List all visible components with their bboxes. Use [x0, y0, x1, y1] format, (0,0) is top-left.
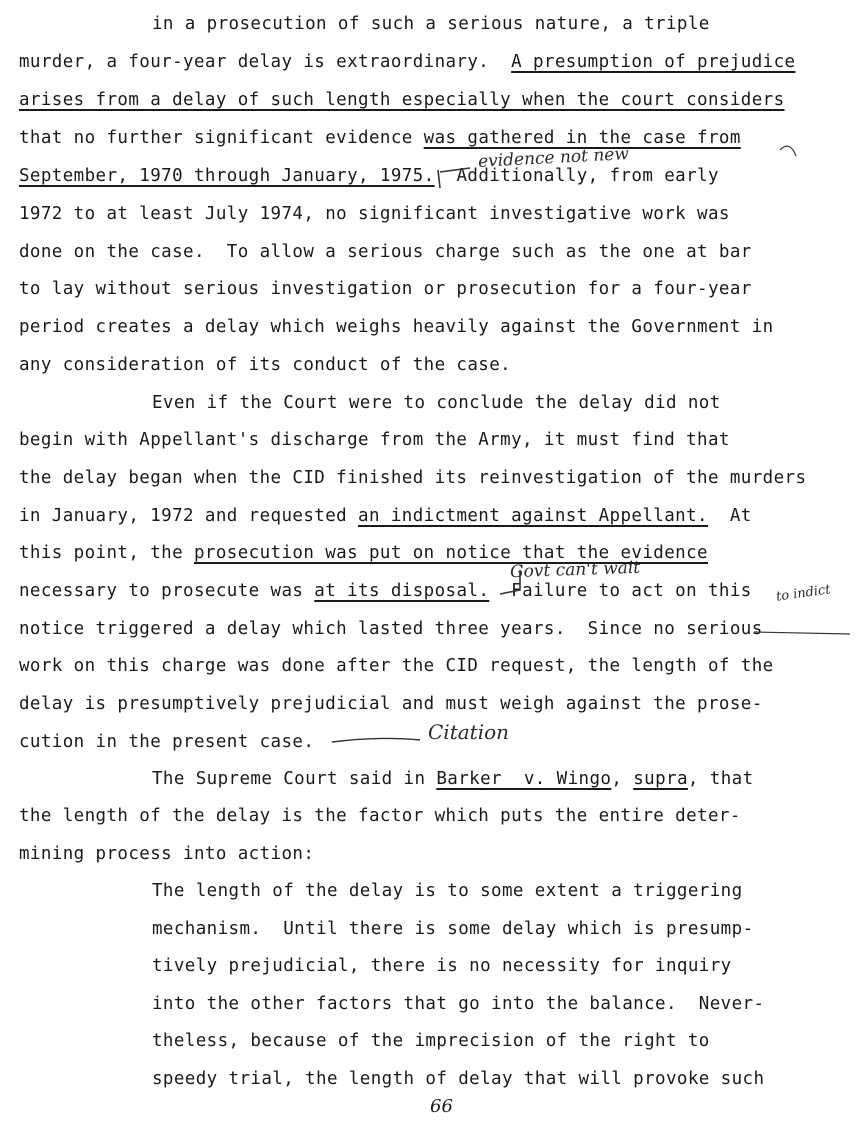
text-span: Failure to act on this	[489, 581, 752, 601]
text-line: to lay without serious investigation or prosecution for a four-year	[19, 279, 752, 299]
underlined-text-line	[19, 130, 741, 148]
text-line: in a prosecution of such a serious nature, a triple	[152, 14, 710, 34]
text-span: in January, 1972 and requested	[19, 506, 359, 526]
text-line	[19, 168, 719, 186]
quote-line: into the other factors that go into the balance. Never-	[152, 994, 765, 1014]
text-line: delay is presumptively prejudicial and must weigh against the prose-	[19, 694, 763, 714]
annotation-stroke	[332, 738, 420, 742]
text-line: any consideration of its conduct of the case.	[19, 355, 512, 375]
quote-line: The length of the delay is to some extent a triggering	[152, 881, 743, 901]
underlined-text: A presumption of prejudice	[511, 52, 796, 72]
text-line: Even if the Court were to conclude the delay did not	[152, 393, 721, 413]
supra-citation: supra	[633, 769, 688, 789]
quote-line: theless, because of the imprecision of the right to	[152, 1031, 710, 1051]
text-line: 1972 to at least July 1974, no significant investigative work was	[19, 204, 730, 224]
text-span: ,	[611, 769, 634, 789]
page-number: 66	[430, 1096, 453, 1117]
handwritten-note: evidence not new	[477, 144, 630, 172]
handwritten-note: to indict	[775, 582, 832, 605]
text-span: this point, the	[19, 543, 194, 563]
case-citation: Barker v. Wingo	[436, 769, 612, 789]
handwritten-note: Govt can't wait	[509, 557, 641, 583]
text-line: period creates a delay which weighs heavily against the Government in	[19, 317, 774, 337]
annotation-stroke	[780, 146, 796, 156]
quote-line: mechanism. Until there is some delay which is presump-	[152, 919, 754, 939]
quote-line: speedy trial, the length of delay that will provoke such	[152, 1069, 765, 1089]
underlined-text: prosecution was put on notice that the evidence	[193, 543, 708, 563]
text-line	[19, 583, 752, 601]
underlined-text: an indictment against Appellant.	[358, 506, 708, 526]
text-line	[19, 54, 795, 72]
underlined-text: at its disposal.	[314, 581, 490, 601]
quote-line: tively prejudicial, there is no necessity for inquiry	[152, 956, 732, 976]
text-line	[152, 771, 754, 789]
text-span: At	[707, 506, 752, 526]
text-line: the delay began when the CID finished its reinvestigation of the murders	[19, 468, 807, 488]
underlined-text: September, 1970 through January, 1975.	[19, 166, 435, 186]
text-line: work on this charge was done after the CID request, the length of the	[19, 656, 774, 676]
text-line: begin with Appellant's discharge from the Army, it must find that	[19, 430, 730, 450]
text-line: mining process into action:	[19, 844, 315, 864]
annotation-stroke	[754, 632, 850, 634]
text-span: , that	[687, 769, 754, 789]
text-line	[19, 508, 752, 526]
text-span: Additionally, from early	[434, 166, 719, 186]
text-span: necessary to prosecute was	[19, 581, 315, 601]
text-line: done on the case. To allow a serious charge such as the one at bar	[19, 242, 752, 262]
text-line: cution in the present case.	[19, 732, 315, 752]
handwritten-note: Citation	[428, 720, 510, 744]
text-span: murder, a four-year delay is extraordinary.	[19, 52, 512, 72]
text-line: the length of the delay is the factor which puts the entire deter-	[19, 806, 741, 826]
underlined-text: was gathered in the case from	[423, 128, 741, 148]
text-span: that no further significant evidence	[19, 128, 424, 148]
text-span: The Supreme Court said in	[152, 769, 437, 789]
text-line: notice triggered a delay which lasted three years. Since no serious	[19, 619, 763, 639]
underlined-text-line: arises from a delay of such length especially when the court considers	[19, 90, 785, 110]
